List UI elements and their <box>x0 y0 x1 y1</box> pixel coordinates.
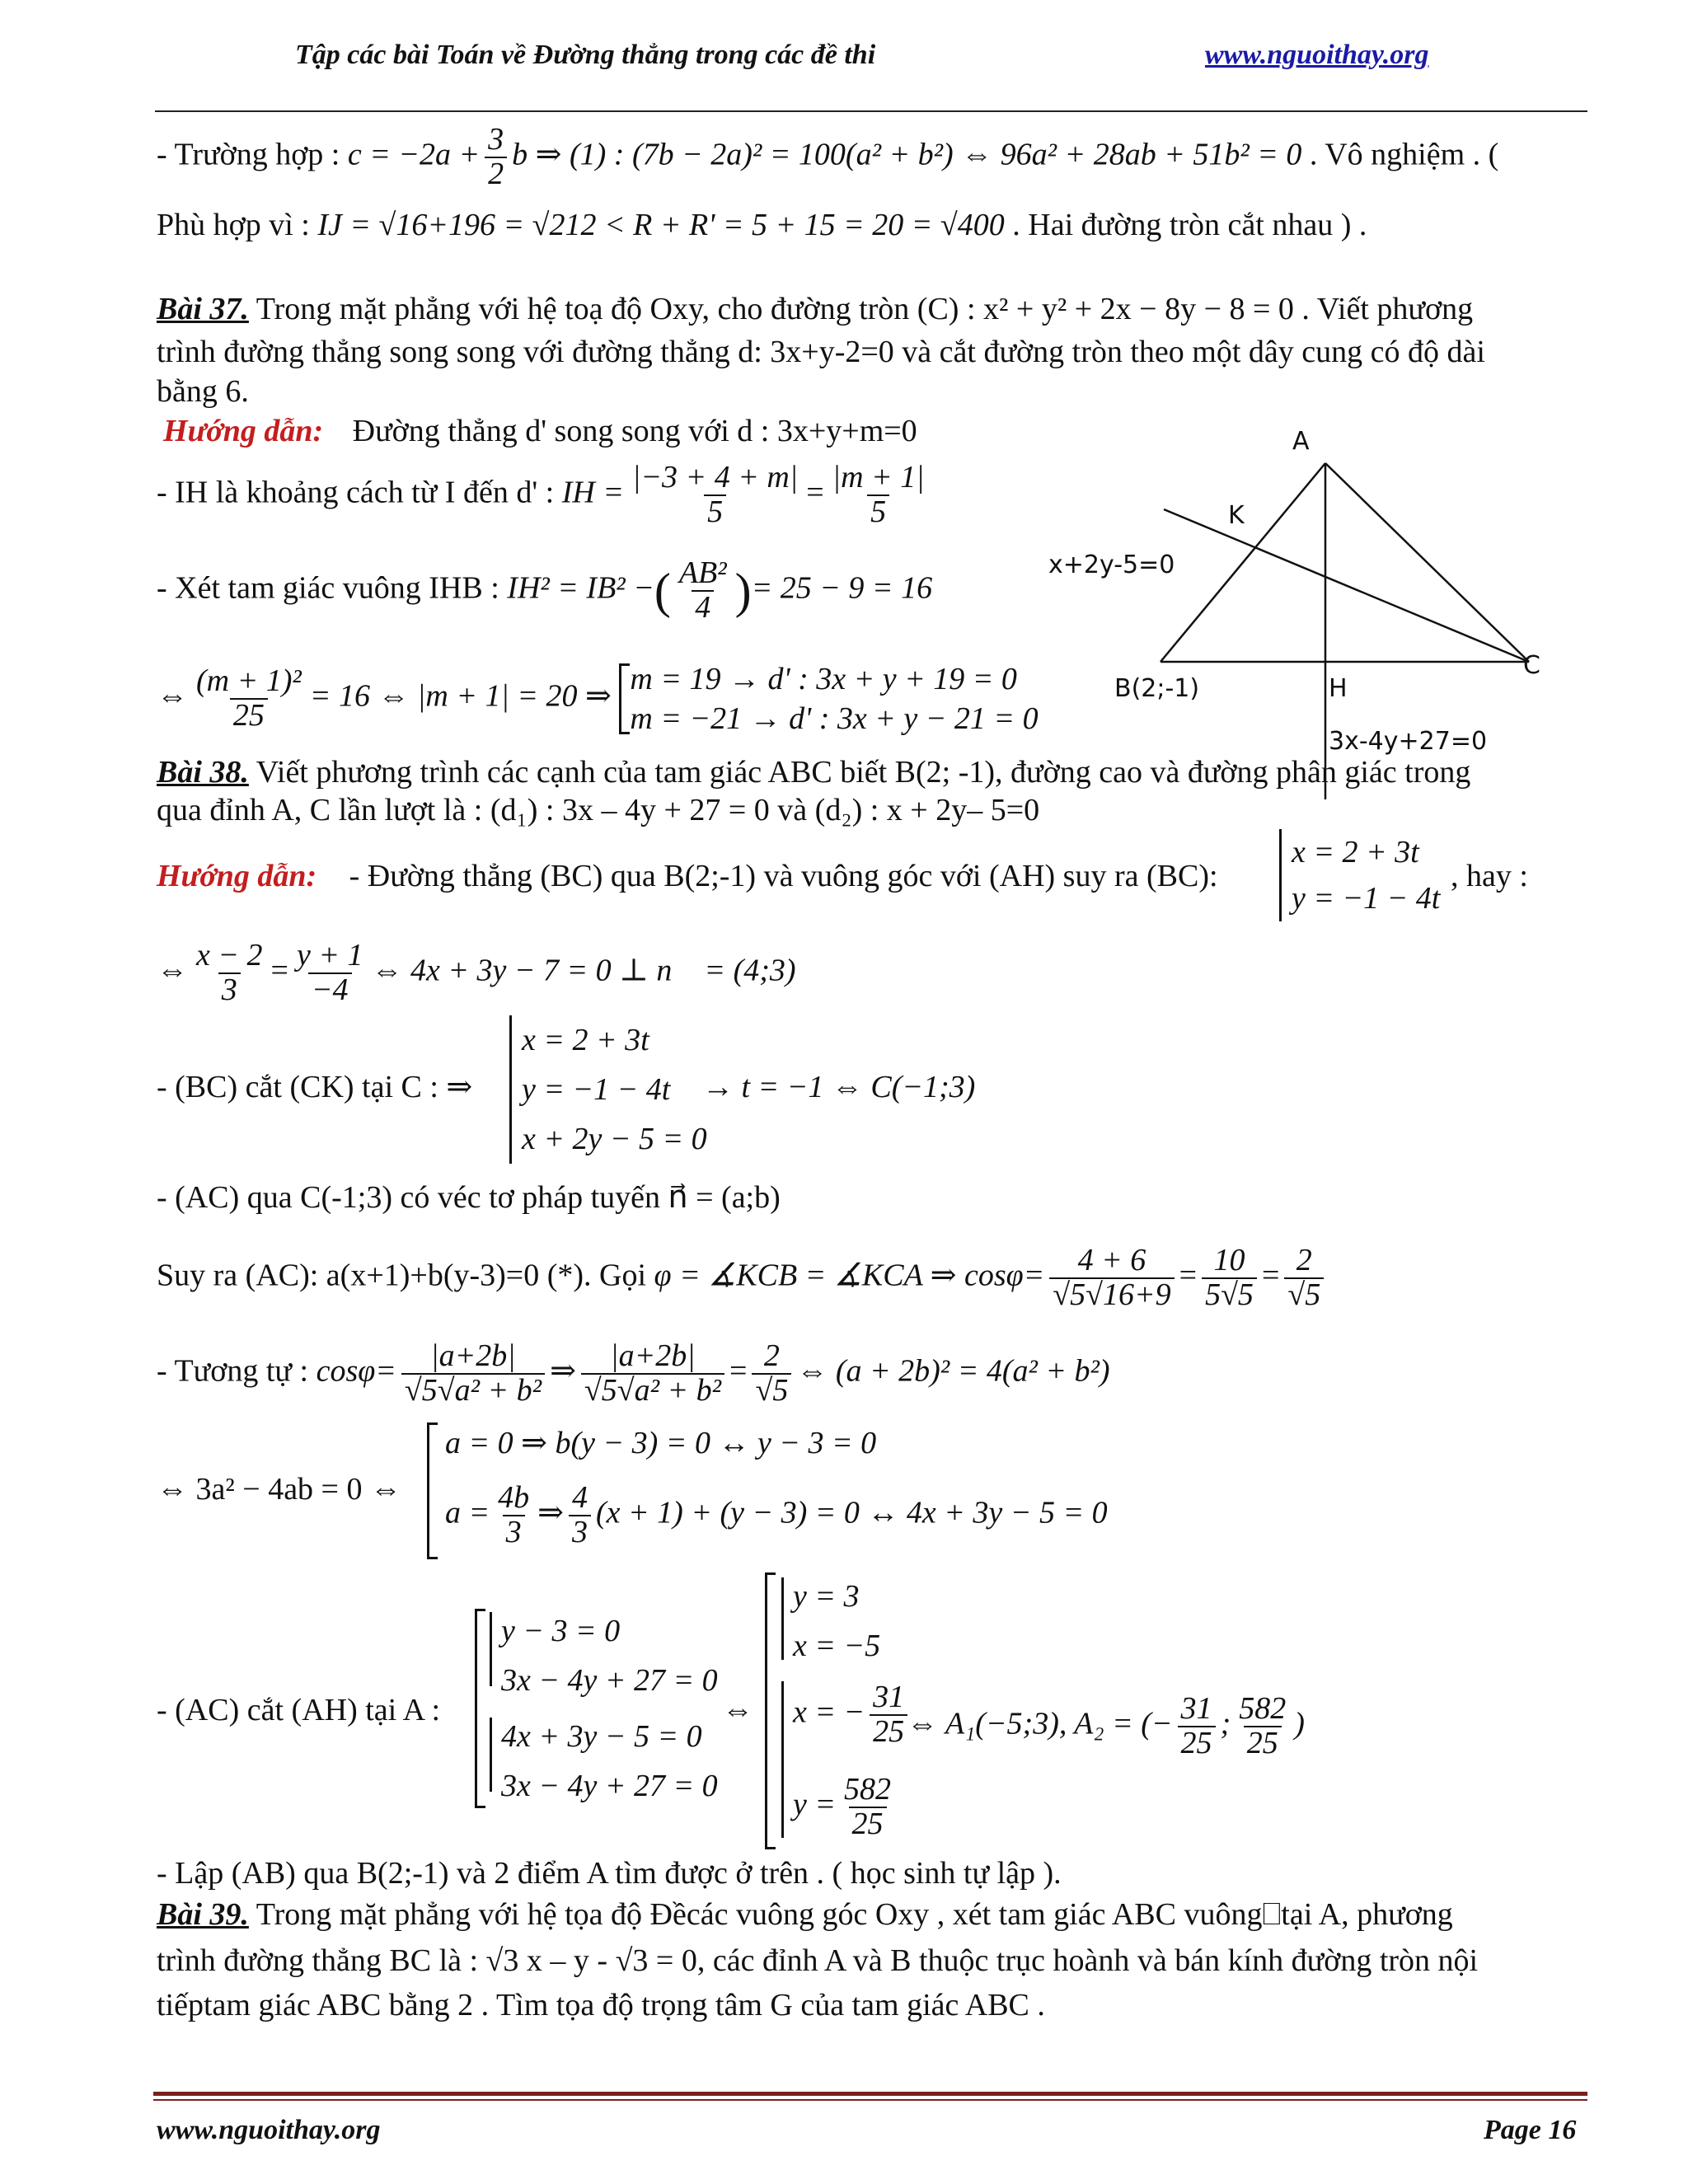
case-eq-a: c = −2a + <box>347 137 481 172</box>
ih-den1: 5 <box>704 494 726 529</box>
footer-website-link[interactable]: www.nguoithay.org <box>157 2115 381 2145</box>
fit-eq: IJ = √16+196 = √212 < R + R' = 5 + 15 = 20 = √400 <box>317 208 1005 242</box>
bai37-statement-line1 <box>157 290 1473 328</box>
quad-case1: a = 0 ⇒ b(y − 3) = 0 ↔ y − 3 = 0 <box>445 1426 877 1460</box>
a-result-frac1 <box>1178 1693 1216 1760</box>
bc-d2: −4 <box>308 972 352 1007</box>
a-result-n1: 31 <box>1180 1691 1212 1726</box>
tri-num: AB² <box>678 555 727 590</box>
ih-frac1 <box>629 462 801 529</box>
cos-prefix: Suy ra (AC): a(x+1)+b(y-3)=0 (*). Gọi <box>157 1258 647 1293</box>
ih-frac2 <box>829 462 928 529</box>
c-point-prefix: - (BC) cắt (CK) tại C : ⇒ <box>157 1070 473 1104</box>
quad-frac2 <box>569 1482 591 1549</box>
a-r2y-n: 582 <box>844 1772 892 1807</box>
figure-label-line-ck: x+2y-5=0 <box>1048 551 1175 579</box>
a-r2x-frac <box>870 1681 907 1749</box>
sim-d1: √5√a² + b² <box>401 1373 545 1408</box>
sim-d2: √5√a² + b² <box>581 1373 724 1408</box>
bai38-guide-label: Hướng dẫn: <box>157 859 317 893</box>
sim-frac2 <box>581 1340 724 1408</box>
bc-iff: ⇔ <box>157 953 188 988</box>
a-r2y-label: y = <box>793 1787 837 1822</box>
bc-n1: x − 2 <box>196 938 263 972</box>
bai37-guide-label: Hướng dẫn: <box>163 414 324 448</box>
bc-sys1: x = 2 + 3t <box>1292 835 1419 869</box>
ac-normal-line: - (AC) qua C(-1;3) có véc tơ pháp tuyến n⃗ = (a;b) <box>157 1180 781 1215</box>
quad-case2c: (x + 1) + (y − 3) = 0 ↔ 4x + 3y − 5 = 0 <box>596 1495 1108 1530</box>
a-r2y-d: 25 <box>849 1807 887 1841</box>
a-r2x-n: 31 <box>873 1680 905 1714</box>
fit-suffix: . Hai đường tròn cắt nhau ) . <box>1012 208 1367 242</box>
a-iff: ⇔ <box>722 1693 753 1727</box>
bc-d1: 3 <box>218 972 241 1007</box>
header-website-link[interactable]: www.nguoithay.org <box>1205 40 1429 70</box>
quad-case2b: ⇒ <box>537 1495 564 1530</box>
quad-n2: 4 <box>572 1480 588 1515</box>
quad-d1: 3 <box>503 1515 525 1549</box>
ih-den2: 5 <box>867 494 889 529</box>
footer-page-number: Page 16 <box>1484 2115 1577 2145</box>
tri-prefix: - Xét tam giác vuông IHB : <box>157 570 499 606</box>
bai37-text1: Trong mặt phẳng với hệ toạ độ Oxy, cho đường tròn (C) : x² + y² + 2x − 8y − 8 = 0 . Viết phương <box>248 292 1474 326</box>
res-cases <box>630 659 1038 738</box>
quad-d2: 3 <box>569 1515 591 1549</box>
tri-rhs: = 25 − 9 = 16 <box>751 570 933 606</box>
bc-frac2 <box>293 940 367 1007</box>
figure-label-line-ah: 3x-4y+27=0 <box>1329 727 1488 756</box>
ih-prefix: - IH là khoảng cách từ I đến d' : <box>157 475 555 510</box>
bc-sys2: y = −1 − 4t <box>1292 881 1441 916</box>
res-den: 25 <box>230 698 268 733</box>
page-header-title: Tập các bài Toán về Đường thẳng trong các đề thi <box>295 40 876 70</box>
case-frac-den: 2 <box>485 157 507 191</box>
bai38-label: Bài 38. <box>157 755 249 790</box>
quad-case2 <box>445 1482 1108 1549</box>
c-system <box>509 1015 707 1164</box>
quad-case2a: a = <box>445 1495 490 1530</box>
bai37-statement-line2: trình đường thẳng song song với đường thẳng d: 3x+y-2=0 và cắt đường tròn theo một dây cung có độ dài <box>157 335 1485 369</box>
a-r2y-frac <box>841 1774 894 1841</box>
figure-label-k: K <box>1228 501 1245 530</box>
quad-frac1 <box>495 1482 532 1549</box>
res-mid: = 16 ⇔ |m + 1| = 20 ⇒ <box>309 678 612 714</box>
cos-frac2 <box>1202 1244 1257 1312</box>
a-result-start: ⇔ A₁(−5;3), A₂ = (− <box>907 1706 1173 1741</box>
side-ac <box>1325 463 1529 662</box>
res-iff: ⇔ <box>157 678 188 714</box>
a-right-bracket <box>765 1572 776 1849</box>
side-ab <box>1160 463 1325 662</box>
ih-lhs: IH = <box>561 475 624 510</box>
case-frac-num: 3 <box>488 122 504 157</box>
figure-label-b: B(2;-1) <box>1114 674 1200 703</box>
bai39-text1: Trong mặt phẳng với hệ tọa độ Đềcác vuông góc Oxy , xét tam giác ABC vuông⎕tại A, phương <box>248 1897 1453 1932</box>
case-prefix: - Trường hợp : <box>157 137 340 172</box>
tri-den: 4 <box>692 590 714 625</box>
tri-lhs: IH² = IB² − <box>507 570 654 606</box>
a-r2x <box>793 1681 912 1749</box>
quad-lhs: ⇔ 3a² − 4ab = 0 ⇔ <box>157 1472 401 1507</box>
sim-n2: |a+2b| <box>610 1338 696 1373</box>
sim-lhs: cosφ= <box>316 1353 396 1389</box>
a-s2b: 3x − 4y + 27 = 0 <box>501 1769 718 1803</box>
a-result-sep: ; <box>1220 1706 1231 1741</box>
a-s1a: y − 3 = 0 <box>501 1614 621 1648</box>
footer-rule-thin <box>153 2099 1587 2101</box>
quad-n1: 4b <box>498 1480 530 1515</box>
cos-eq: φ = ∡KCB = ∡KCA ⇒ cosφ= <box>654 1258 1045 1293</box>
a-s1b: 3x − 4y + 27 = 0 <box>501 1663 718 1698</box>
a-left-bracket <box>475 1609 485 1808</box>
sim-frac3 <box>752 1340 791 1408</box>
cos-frac3 <box>1284 1244 1324 1312</box>
fit-prefix: Phù hợp vì : <box>157 208 310 242</box>
res-case2: m = −21 → d' : 3x + y − 21 = 0 <box>630 701 1039 736</box>
header-divider <box>155 110 1587 112</box>
case-line <box>157 124 1498 191</box>
ab-line: - Lập (AB) qua B(2;-1) và 2 điểm A tìm được ở trên . ( học sinh tự lập ). <box>157 1856 1062 1891</box>
sim-n1: |a+2b| <box>430 1338 516 1373</box>
bai38-statement-line1 <box>157 753 1470 791</box>
bai39-label: Bài 39. <box>157 1897 249 1932</box>
quad-bracket <box>427 1422 438 1559</box>
footer-rule-thick <box>153 2092 1587 2096</box>
bai38-text1: Viết phương trình các cạnh của tam giác ABC biết B(2; -1), đường cao và đường phân giác trong <box>248 755 1471 790</box>
bc-equation-line: ⇔ $\frac{x - 2}{3}$ = $\frac{y + 1}{-4}$ ⇔ 4x + 3y − 7 = 0 ⊥ n⃗ = (4;3) <box>157 938 796 1007</box>
bai37-guide <box>163 412 917 450</box>
bai38-guide <box>157 857 1218 895</box>
figure-label-h: H <box>1329 674 1348 703</box>
figure-label-a: A <box>1292 427 1310 456</box>
a-r2x-d: 25 <box>870 1714 907 1749</box>
ih-eq: = <box>806 475 824 510</box>
c-sys1: x = 2 + 3t <box>522 1023 649 1057</box>
case-fraction <box>485 124 507 191</box>
sim-n3: 2 <box>763 1338 780 1373</box>
res-frac <box>193 665 305 733</box>
bc-param-system <box>1279 829 1440 921</box>
bai37-statement-line3: bằng 6. <box>157 374 249 409</box>
a-result-d2: 25 <box>1244 1726 1282 1760</box>
sim-prefix: - Tương tự : <box>157 1353 309 1389</box>
cos-n2: 10 <box>1213 1243 1245 1277</box>
a-result-frac2 <box>1236 1693 1289 1760</box>
cos-d2: 5√5 <box>1202 1277 1257 1312</box>
bai39-statement-line2: trình đường thẳng BC là : √3 x – y - √3 = 0, các đỉnh A và B thuộc trục hoành và bán kính đường tròn nội <box>157 1943 1479 1978</box>
bc-suffix: , hay : <box>1451 859 1528 893</box>
similar-line: - Tương tự : cosφ= $\frac{|a+2b|}{\text{√5√a² + b²}}$ ⇒ $\frac{|a+2b|}{\text{√5√a² + b²}}$ = $\frac{2}{√5}$ ⇔ (a + 2b)² = 4(a² + b²) <box>157 1338 1110 1408</box>
ih-num1: |−3 + 4 + m| <box>631 460 799 494</box>
ih-num2: |m + 1| <box>832 460 925 494</box>
a-r2y <box>793 1774 899 1841</box>
bai37-guide-text: Đường thẳng d' song song với d : 3x+y+m=0 <box>352 414 917 448</box>
sim-frac1 <box>401 1340 545 1408</box>
cos-n1: 4 + 6 <box>1077 1243 1146 1277</box>
bc-n2: y + 1 <box>296 938 363 972</box>
bc-frac1 <box>193 940 266 1007</box>
tri-frac <box>676 557 730 625</box>
a-result-end: ) <box>1294 1706 1305 1741</box>
c-sys3: x + 2y − 5 = 0 <box>522 1122 707 1156</box>
cos-d3: √5 <box>1284 1277 1324 1312</box>
a-result <box>907 1693 1305 1760</box>
a-prefix: - (AC) cắt (AH) tại A : <box>157 1693 441 1727</box>
sim-rest: ⇔ (a + 2b)² = 4(a² + b²) <box>796 1353 1110 1389</box>
cos-frac1 <box>1049 1244 1174 1312</box>
bisector-ck <box>1164 509 1529 662</box>
bai37-ih-line <box>157 462 933 529</box>
a-result-n2: 582 <box>1239 1691 1287 1726</box>
a-r1a: y = 3 <box>793 1579 860 1614</box>
fit-line <box>157 206 1367 244</box>
bai38-guide-text: - Đường thẳng (BC) qua B(2;-1) và vuông góc với (AH) suy ra (BC): <box>349 859 1218 893</box>
cos-line: Suy ra (AC): a(x+1)+b(y-3)=0 (*). Gọi φ = ∡KCB = ∡KCA ⇒ cosφ= $\frac{4 + 6}{√5√16+9}$ = $\frac{10}{5√5}$ = $\frac{2}{√5}$ <box>157 1244 1329 1312</box>
a-r1b: x = −5 <box>793 1629 881 1663</box>
a-s2a: 4x + 3y − 5 = 0 <box>501 1719 702 1754</box>
bai37-label: Bài 37. <box>157 292 249 326</box>
bai37-tri-line: - Xét tam giác vuông IHB : IH² = IB² −( $\frac{\text{AB²}}{4}$ )= 25 − 9 = 16 <box>157 555 933 625</box>
c-result: → t = −1 ⇔ C(−1;3) <box>702 1070 976 1104</box>
res-bracket <box>619 663 630 734</box>
bai37-result-line <box>157 659 1039 738</box>
bai39-statement-line3: tiếptam giác ABC bằng 2 . Tìm tọa độ trọng tâm G của tam giác ABC . <box>157 1988 1045 2022</box>
res-case1: m = 19 → d' : 3x + y + 19 = 0 <box>630 662 1017 696</box>
bc-rest: ⇔ 4x + 3y − 7 = 0 ⊥ n⃗ = (4;3) <box>371 953 796 988</box>
a-result-d1: 25 <box>1178 1726 1216 1760</box>
a-r2x-label: x = − <box>793 1694 865 1730</box>
cos-n3: 2 <box>1296 1243 1312 1277</box>
figure-label-c: C <box>1523 651 1540 680</box>
cos-d1: √5√16+9 <box>1049 1277 1174 1312</box>
c-sys2: y = −1 − 4t <box>522 1072 671 1107</box>
bai38-statement-line2: qua đỉnh A, C lần lượt là : (d₁) : 3x – 4y + 27 = 0 và (d₂) : x + 2y– 5=0 <box>157 793 1040 827</box>
sim-d3: √5 <box>752 1373 791 1408</box>
case-suffix: . Vô nghiệm . ( <box>1309 137 1499 172</box>
res-num: (m + 1)² <box>196 663 302 699</box>
bai39-statement-line1 <box>157 1896 1453 1933</box>
case-eq-b: b ⇒ (1) : (7b − 2a)² = 100(a² + b²) ⇔ 96a² + 28ab + 51b² = 0 <box>512 137 1302 172</box>
